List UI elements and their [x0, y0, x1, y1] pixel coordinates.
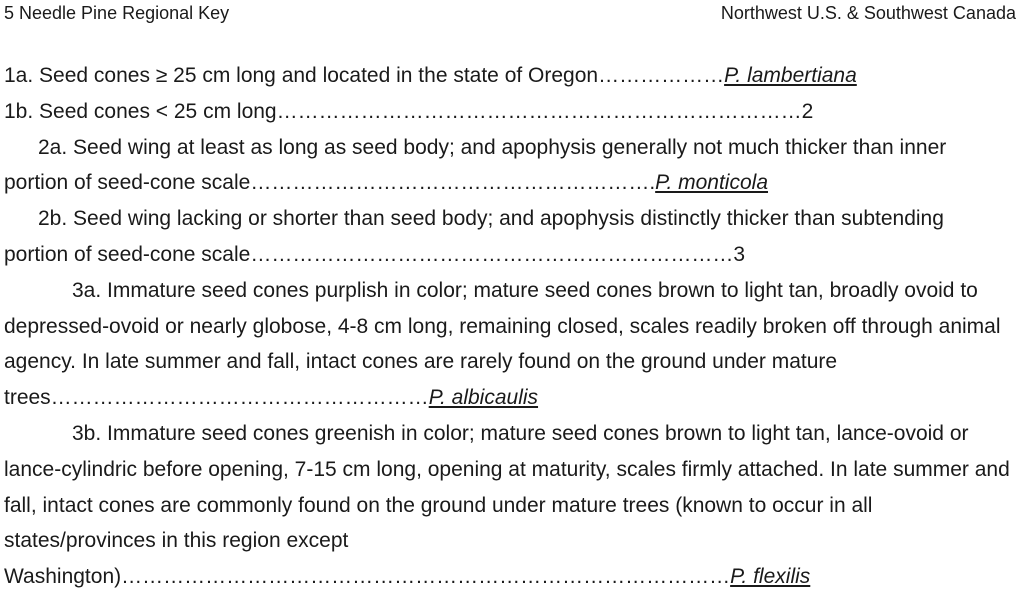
taxon-result: P. albicaulis — [428, 386, 539, 410]
couplet-3b — [4, 416, 1012, 595]
couplet-lead: 3 — [733, 242, 746, 266]
taxon-result: P. flexilis — [730, 565, 811, 589]
couplet-2a — [4, 130, 1012, 202]
couplet-text: 3a. Immature seed cones purplish in color; mature seed cones brown to light tan, broadly ovoid to depressed-ovoid or nearly globose, 4-8 cm long, remaining closed, scales readily broken off through animal agency. In late summer and fall, intact cones are rarely found on the ground under mature trees……………………………………………… — [4, 278, 1001, 410]
couplet-text: 1a. Seed cones ≥ 25 cm long and located in the state of Oregon……………… — [4, 64, 725, 87]
dichotomous-key — [4, 58, 1012, 595]
taxon-result: P. monticola — [655, 171, 769, 195]
couplet-text: 1b. Seed cones < 25 cm long………………………………………………………………… — [4, 99, 802, 123]
couplet-2b — [4, 201, 1012, 273]
couplet-1b — [4, 94, 1012, 130]
couplet-text: 2a. Seed wing at least as long as seed body; and apophysis generally not much thicker than inner portion of seed-cone scale…………………………………………………. — [4, 135, 947, 195]
taxon-result: P. lambertiana — [724, 64, 857, 87]
couplet-text: 2b. Seed wing lacking or shorter than seed body; and apophysis distinctly thicker than subtending portion of seed-cone scale…………………………………………………………… — [4, 207, 944, 266]
couplet-text: 3b. Immature seed cones greenish in color; mature seed cones brown to light tan, lance-ovoid or lance-cylindric before opening, 7-15 cm long, opening at maturity, scales firmly attached. In late summer and fall, intact cones are commonly found on the ground under mature trees (known to occur in all states/provinces in this region except Washington)…………………………………………………………………………… — [4, 421, 1010, 589]
couplet-1a — [4, 58, 1012, 94]
couplet-lead: 2 — [801, 99, 814, 123]
key-title: 5 Needle Pine Regional Key — [4, 3, 230, 23]
region-title: Northwest U.S. & Southwest Canada — [720, 3, 1016, 23]
couplet-3a — [4, 273, 1012, 416]
page-header — [4, 1, 1016, 25]
